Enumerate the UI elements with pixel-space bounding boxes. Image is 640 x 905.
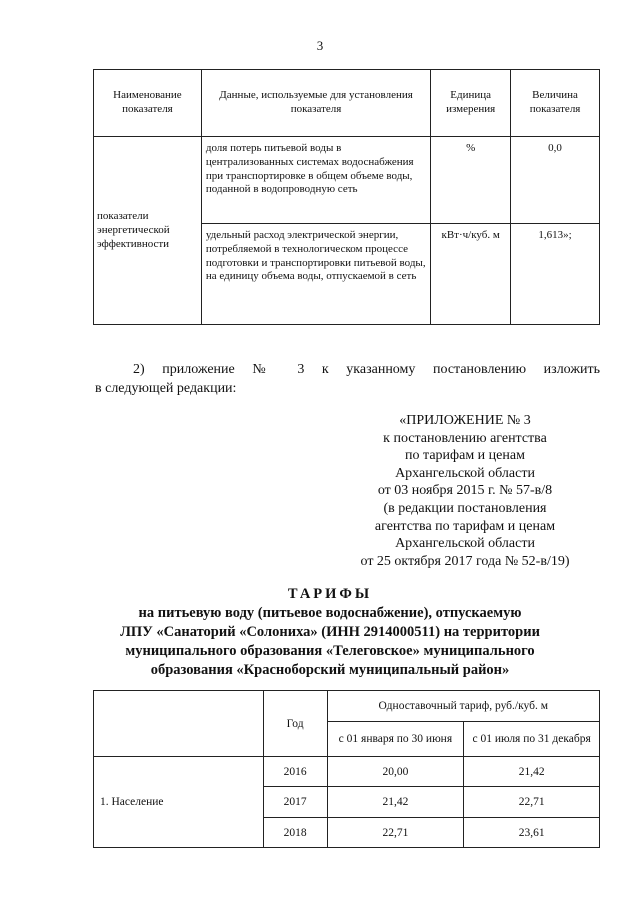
appendix-line: к постановлению агентства xyxy=(383,430,547,446)
header-value: Величина показателя xyxy=(511,70,600,137)
row-p1: 20,00 xyxy=(327,757,464,787)
table-header-row xyxy=(94,691,600,722)
row-data: доля потерь питьевой воды в централизованных системах водоснабжения при транспортировке в общем объеме воды, поданной в водопроводную сеть xyxy=(201,137,430,224)
group-label: показатели энергетической эффективности xyxy=(94,137,202,325)
tariff-title xyxy=(100,585,560,680)
appendix-line: Архангельской области xyxy=(395,465,535,481)
row-value: 1,613»; xyxy=(511,224,600,325)
appendix-line: (в редакции постановления xyxy=(383,500,547,516)
tariff-heading: ТАРИФЫ xyxy=(287,586,373,602)
row-unit: % xyxy=(431,137,511,224)
row-p2: 23,61 xyxy=(464,818,600,848)
header-period-1: с 01 января по 30 июня xyxy=(327,722,464,757)
row-value: 0,0 xyxy=(511,137,600,224)
energy-efficiency-table xyxy=(93,69,600,325)
appendix-line: по тарифам и ценам xyxy=(405,448,525,464)
table-row xyxy=(94,137,600,224)
table-row xyxy=(94,757,600,787)
row-year: 2017 xyxy=(263,787,327,818)
row-p1: 22,71 xyxy=(327,818,464,848)
row-p2: 21,42 xyxy=(464,757,600,787)
header-data: Данные, используемые для установления показателя xyxy=(201,70,430,137)
header-blank xyxy=(94,691,264,757)
header-name: Наименование показателя xyxy=(94,70,202,137)
header-tariff: Одноставочный тариф, руб./куб. м xyxy=(327,691,599,722)
table-header-row xyxy=(94,70,600,137)
page-number: 3 xyxy=(316,38,324,53)
row-p1: 21,42 xyxy=(327,787,464,818)
header-period-2: с 01 июля по 31 декабря xyxy=(464,722,600,757)
row-unit: кВт·ч/куб. м xyxy=(431,224,511,325)
paragraph-line-1: 2) приложение № 3 к указанному постановлению изложить xyxy=(133,362,600,377)
appendix-block xyxy=(320,412,610,570)
row-year: 2018 xyxy=(263,818,327,848)
header-year: Год xyxy=(263,691,327,757)
tariff-title-line: ЛПУ «Санаторий «Солониха» (ИНН 2914000511) на территории xyxy=(120,624,540,640)
amendment-paragraph xyxy=(95,360,600,398)
tariff-title-line: на питьевую воду (питьевое водоснабжение), отпускаемую xyxy=(138,605,522,621)
tariff-title-line: образования «Красноборский муниципальный район» xyxy=(150,662,510,678)
appendix-line: Архангельской области xyxy=(395,536,535,552)
row-year: 2016 xyxy=(263,757,327,787)
appendix-line: от 03 ноября 2015 г. № 57-в/8 xyxy=(377,483,553,499)
appendix-line: агентства по тарифам и ценам xyxy=(374,518,556,534)
tariff-table xyxy=(93,690,600,848)
tariff-title-line: муниципального образования «Телеговское» муниципального xyxy=(125,643,535,659)
appendix-line: «ПРИЛОЖЕНИЕ № 3 xyxy=(399,413,531,428)
row-p2: 22,71 xyxy=(464,787,600,818)
appendix-line: от 25 октября 2017 года № 52-в/19) xyxy=(360,553,570,569)
row-data: удельный расход электрической энергии, потребляемой в технологическом процессе подготовки и транспортировки питьевой воды, на единицу объема воды, отпускаемой в сеть xyxy=(201,224,430,325)
paragraph-line-2: в следующей редакции: xyxy=(95,381,237,396)
group-label: 1. Население xyxy=(94,757,264,848)
header-unit: Единица измерения xyxy=(431,70,511,137)
